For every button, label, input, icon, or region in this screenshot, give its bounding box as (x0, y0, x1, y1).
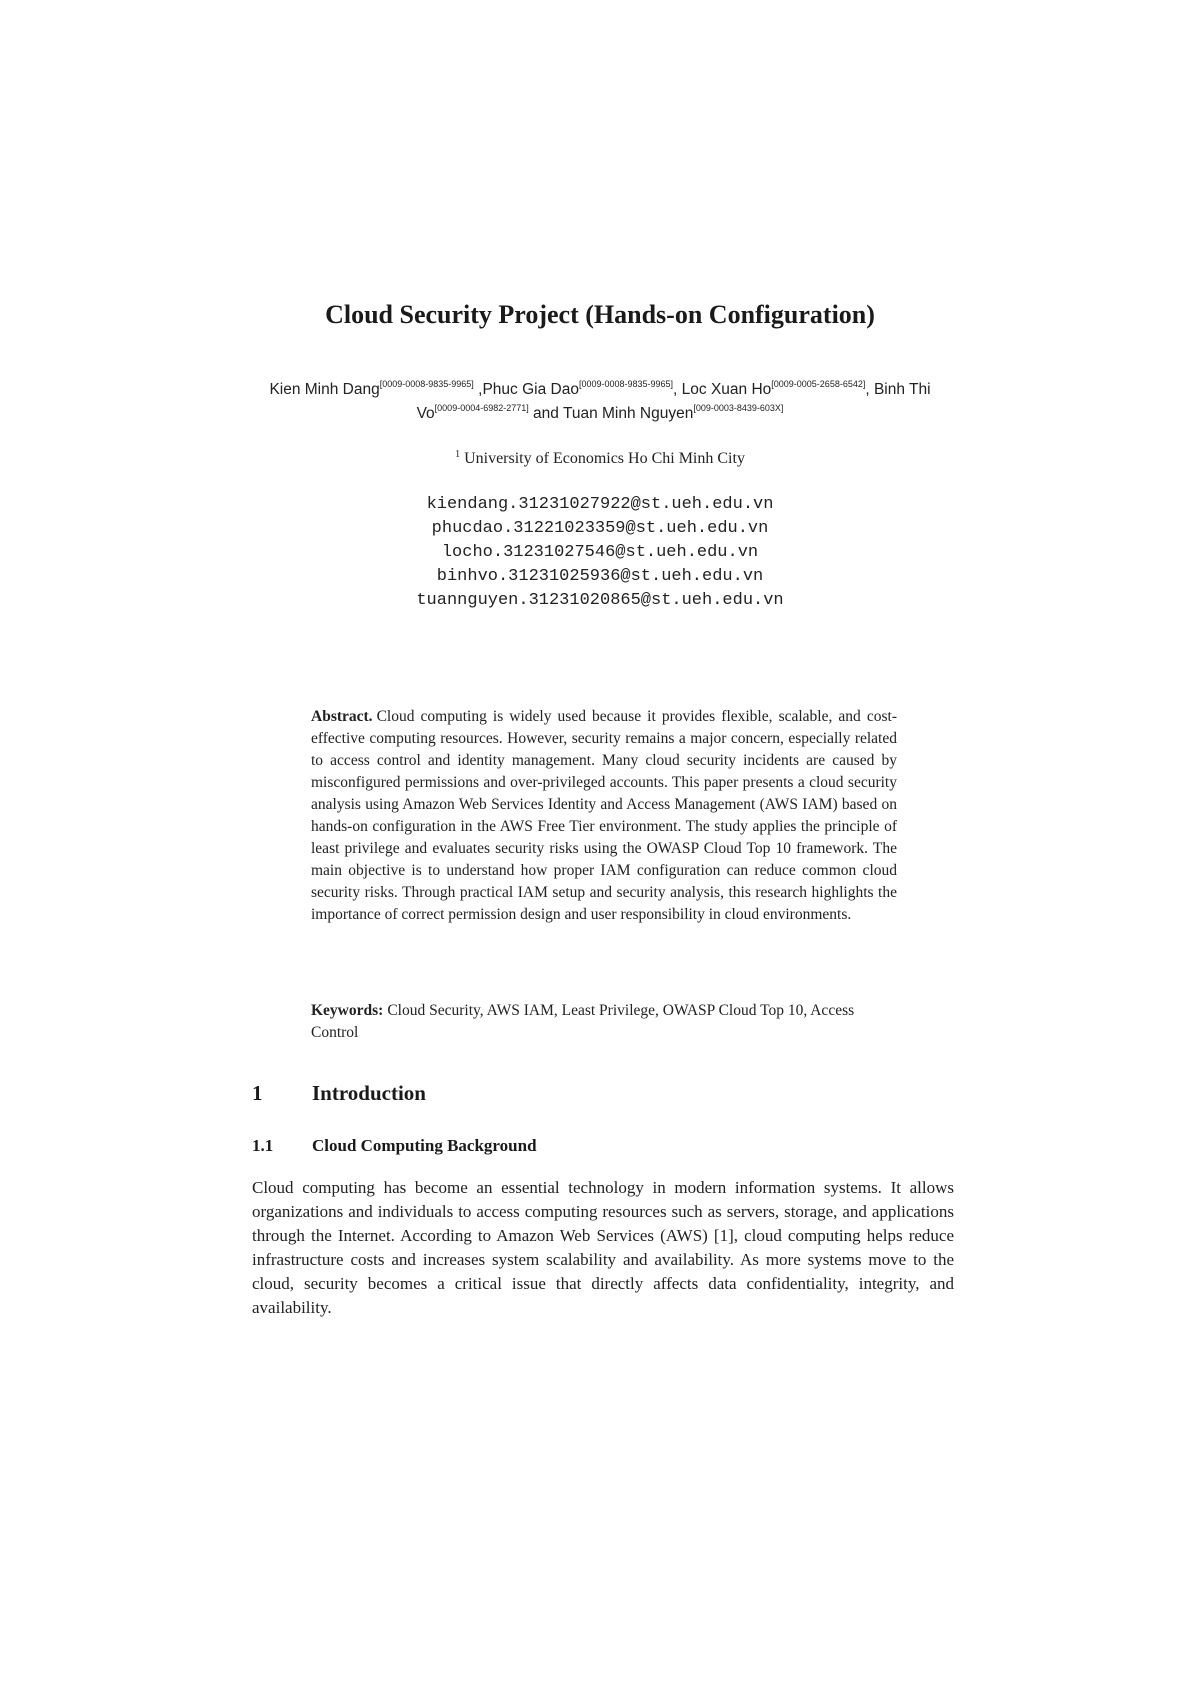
affiliation (0, 450, 1200, 468)
abstract (311, 706, 897, 926)
author-list (262, 378, 938, 426)
paper-title: Cloud Security Project (Hands-on Configuration) (325, 300, 875, 329)
email-address: tuannguyen.31231020865@st.ueh.edu.vn (416, 591, 784, 610)
email-list (0, 493, 1200, 613)
author-separator: , (673, 381, 682, 398)
orcid-id: [0009-0005-2658-6542] (771, 379, 866, 389)
keywords-text: Cloud Security, AWS IAM, Least Privilege, OWASP Cloud Top 10, Access Control (311, 1002, 855, 1041)
author-name: Tuan Minh Nguyen (562, 405, 694, 422)
subsection-heading (252, 1136, 537, 1156)
author-separator: and (528, 405, 563, 422)
subsection-number: 1.1 (252, 1136, 274, 1155)
orcid-id: [0009-0008-9835-9965] (578, 379, 674, 389)
keywords (311, 1000, 897, 1044)
subsection-title: Cloud Computing Background (312, 1136, 537, 1155)
body-paragraph: Cloud computing has become an essential technology in modern information systems. It allows organizations and individuals to access computing resources such as servers, storage, and applications through the Internet. According to Amazon Web Services (AWS) [1], cloud computing helps reduce infrastructure costs and increases system scalability and availability. As more systems move to the cloud, security becomes a critical issue that directly affects data confidentiality, integrity, and availability. (252, 1178, 954, 1317)
author-name: Phuc Gia Dao (482, 381, 579, 398)
abstract-label: Abstract. (311, 708, 373, 725)
email-address: binhvo.31231025936@st.ueh.edu.vn (436, 567, 764, 586)
email-address: kiendang.31231027922@st.ueh.edu.vn (426, 495, 774, 514)
author-name: Kien Minh Dang (269, 381, 380, 398)
author-name: Loc Xuan Ho (681, 381, 772, 398)
author-name: Binh Thi Vo (416, 381, 931, 422)
affiliation-mark: 1 (455, 449, 461, 460)
affiliation-text: University of Economics Ho Chi Minh City (464, 450, 745, 467)
orcid-id: [0009-0008-9835-9965] (379, 379, 474, 389)
author-separator: , (865, 381, 874, 398)
email-address: locho.31231027546@st.ueh.edu.vn (441, 543, 759, 562)
author-separator: , (473, 381, 483, 398)
keywords-label: Keywords: (311, 1002, 384, 1019)
orcid-id: [0009-0004-6982-2771] (434, 403, 529, 413)
orcid-id: [009-0003-8439-603X] (693, 403, 784, 413)
section-number: 1 (252, 1081, 263, 1105)
email-address: phucdao.31221023359@st.ueh.edu.vn (431, 519, 769, 538)
abstract-text: Cloud computing is widely used because it provides flexible, scalable, and cost-effective computing resources. However, security remains a major concern, especially related to access control and identity management. Many cloud security incidents are caused by misconfigured permissions and over-privileged accounts. This paper presents a cloud security analysis using Amazon Web Services Identity and Access Management (AWS IAM) based on hands-on configuration in the AWS Free Tier environment. The study applies the principle of least privilege and evaluates security risks using the OWASP Cloud Top 10 framework. The main objective is to understand how proper IAM configuration can reduce common cloud security risks. Through practical IAM setup and security analysis, this research highlights the importance of correct permission design and user responsibility in cloud environments. (311, 708, 897, 923)
section-title: Introduction (312, 1081, 426, 1105)
section-heading (252, 1081, 426, 1106)
